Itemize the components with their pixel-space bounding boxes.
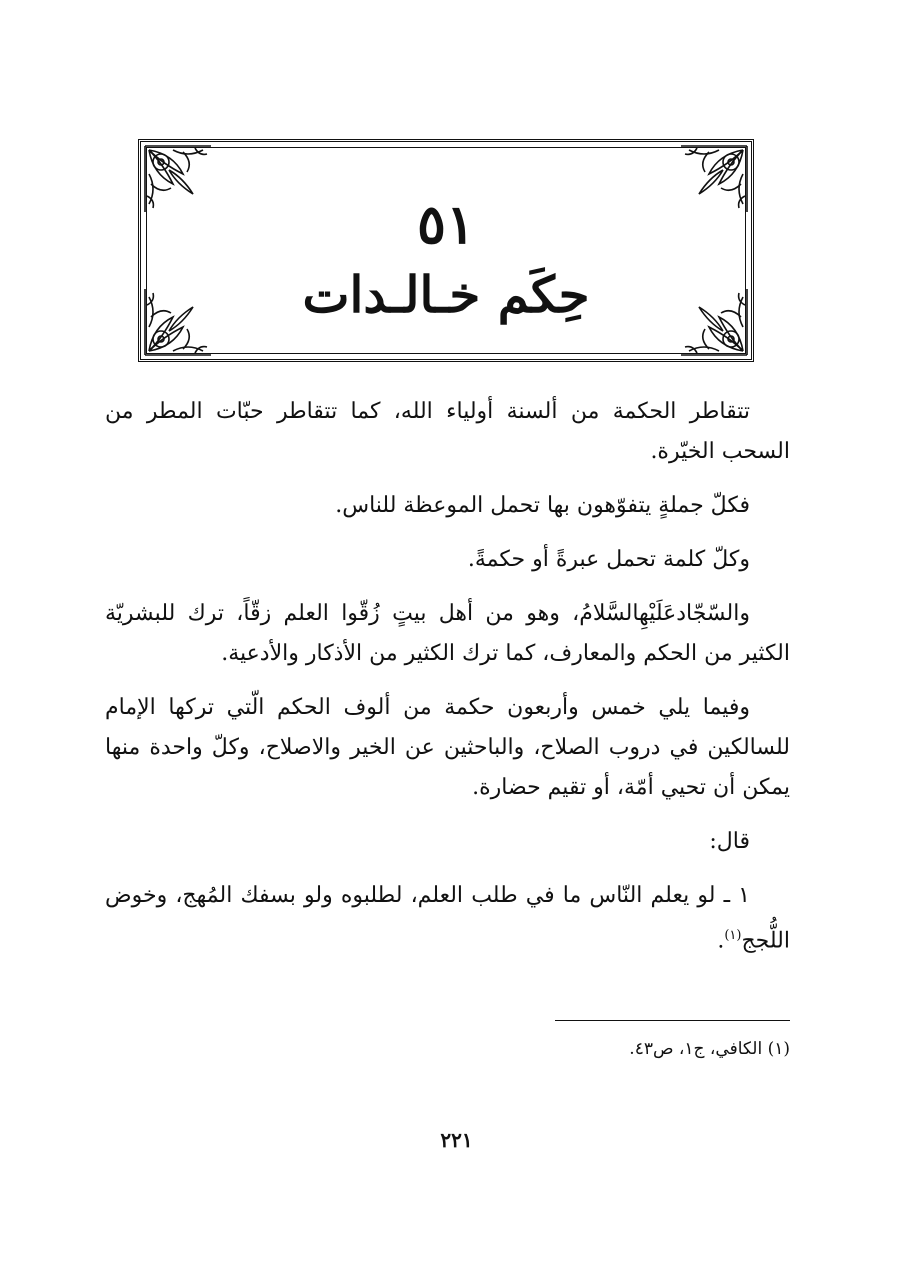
chapter-number: ٥١ bbox=[416, 192, 475, 256]
paragraph: وفيما يلي خمس وأربعون حكمة من ألوف الحكم الّتي تركها الإمام للسالكين في دروب الصلاح، والباحثين عن الخير والاصلاح، وكلّ واحدة منها يمكن أن تحيي أمّة، أو تقيم حضارة. bbox=[105, 695, 790, 800]
paragraph: فكلّ جملةٍ يتفوّهون بها تحمل الموعظة للناس. bbox=[335, 493, 750, 518]
paragraph: تتقاطر الحكمة من ألسنة أولياء الله، كما تتقاطر حبّات المطر من السحب الخيّرة. bbox=[105, 399, 790, 464]
saying-1-end: . bbox=[717, 928, 725, 954]
footnote-divider bbox=[555, 1020, 790, 1021]
page-number: ٢٢١ bbox=[440, 1128, 473, 1152]
paragraph: قال: bbox=[709, 829, 750, 854]
footnote-ref[interactable]: (١) bbox=[724, 928, 742, 943]
saying-1-text: ١ ـ لو يعلم النّاس ما في طلب العلم، لطلبوه ولو بسفك المُهج، وخوض اللُّجج bbox=[105, 883, 790, 954]
paragraph: وكلّ كلمة تحمل عبرةً أو حكمةً. bbox=[467, 547, 750, 572]
body-text bbox=[105, 392, 790, 975]
chapter-frame bbox=[138, 139, 754, 362]
saying-1 bbox=[105, 876, 790, 961]
footnote: (١) الكافي، ج١، ص٤٣. bbox=[629, 1039, 790, 1059]
chapter-title: حِكَم خـالـدات bbox=[302, 265, 590, 324]
paragraph: والسّجّادعَلَيْهِالسَّلامُ، وهو من أهل بيتٍ زُقّوا العلم زقّاً، ترك للبشريّة الكثير من الحكم والمعارف، كما ترك الكثير من الأذكار والأدعية. bbox=[105, 601, 790, 666]
